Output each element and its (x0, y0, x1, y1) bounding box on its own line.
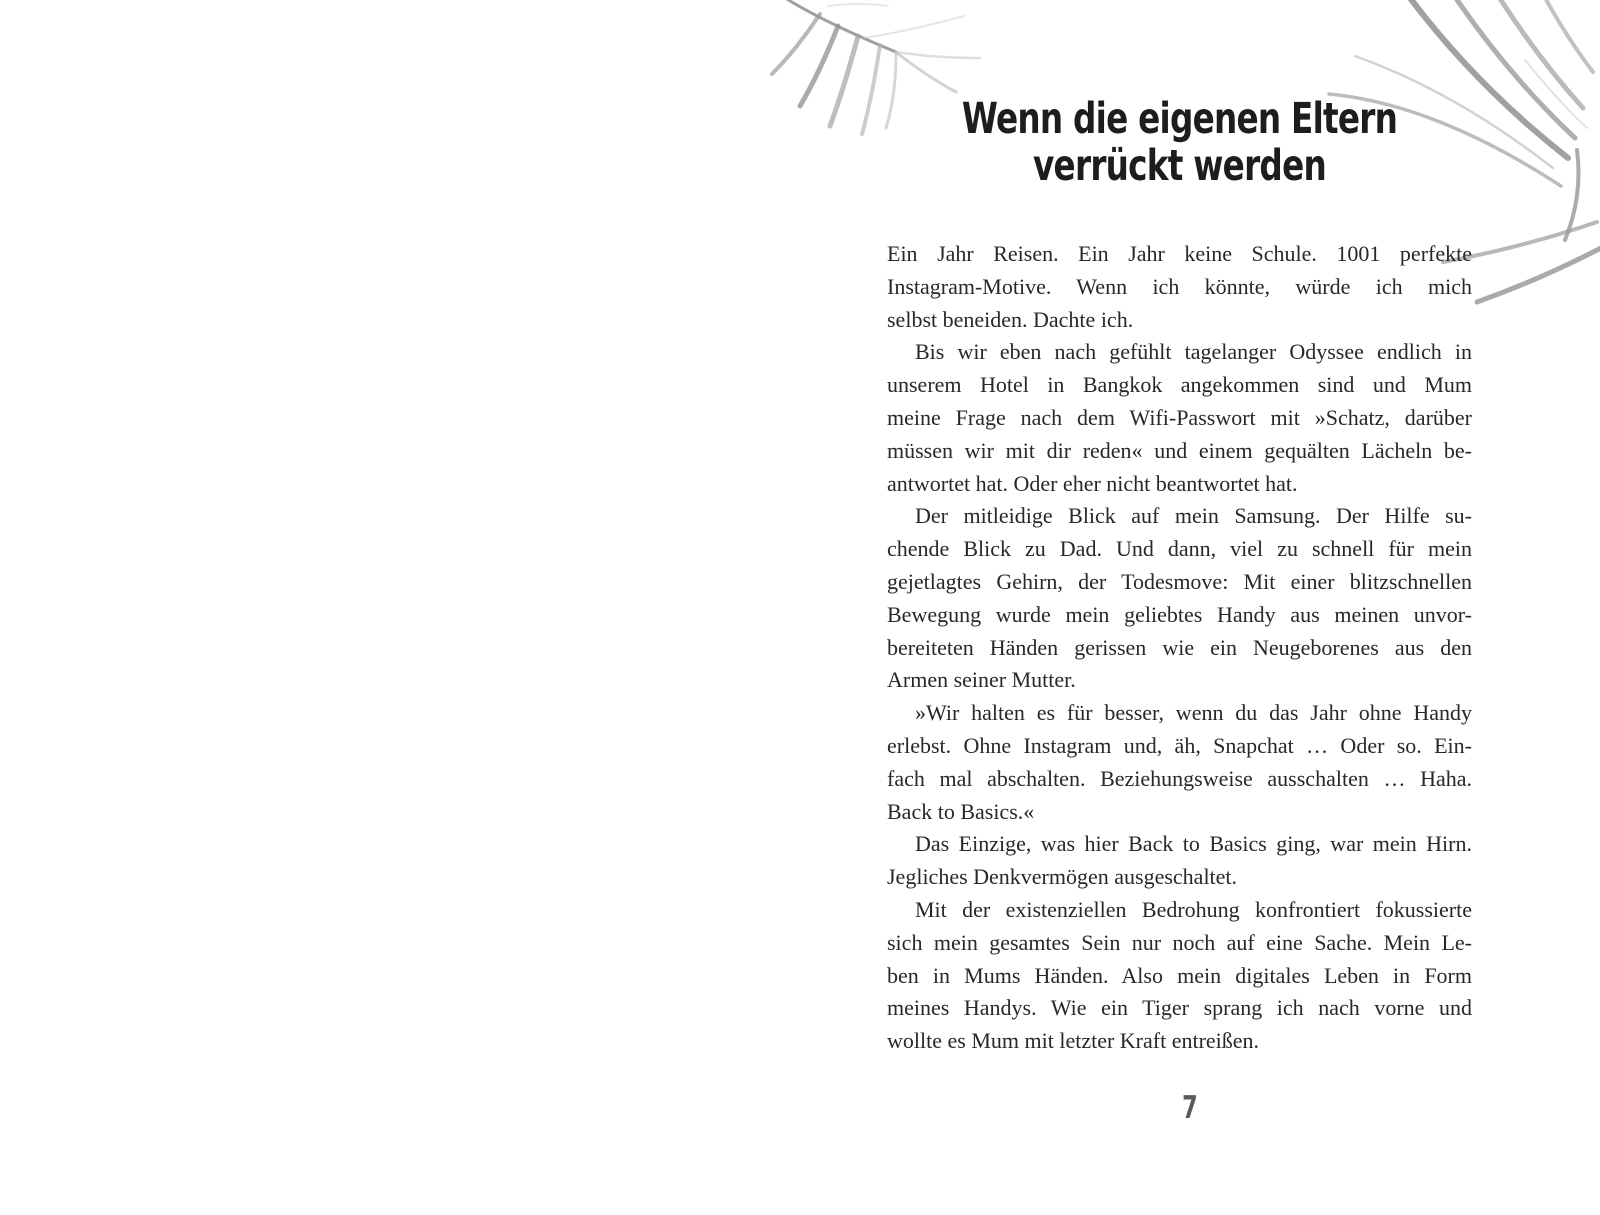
text-line: »Wir halten es für besser, wenn du das Jahr ohne Handy (915, 700, 1472, 726)
paragraph (887, 336, 1472, 500)
text-line: unserem Hotel in Bangkok angekommen sind und Mum (887, 372, 1472, 398)
body-text (887, 238, 1472, 1058)
paragraph (887, 828, 1472, 894)
text-line: meines Handys. Wie ein Tiger sprang ich nach vorne und (887, 995, 1472, 1021)
chapter-title-line-1: Wenn die eigenen Eltern (961, 94, 1398, 144)
text-line: Mit der existenziellen Bedrohung konfrontiert fokussierte (915, 896, 1472, 922)
text-line: fach mal abschalten. Beziehungsweise ausschalten … Haha. (887, 765, 1472, 791)
page-number-value: 7 (1181, 1090, 1198, 1126)
text-line: chende Blick zu Dad. Und dann, viel zu schnell für mein (887, 536, 1472, 562)
text-line: Bewegung wurde mein geliebtes Handy aus meinen unvor- (887, 601, 1472, 627)
text-line: ben in Mums Händen. Also mein digitales Leben in Form (887, 962, 1472, 988)
text-line: antwortet hat. Oder eher nicht beantwortet hat. (887, 470, 1298, 496)
text-line: Das Einzige, was hier Back to Basics ging, war mein Hirn. (915, 831, 1472, 857)
text-line: Instagram-Motive. Wenn ich könnte, würde ich mich (887, 273, 1472, 299)
paragraph (887, 894, 1472, 1058)
text-line: erlebst. Ohne Instagram und, äh, Snapchat … Oder so. Ein- (887, 732, 1472, 758)
text-line: bereiteten Händen gerissen wie ein Neugeborenes aus den (887, 634, 1472, 660)
text-line: müssen wir mit dir reden« und einem gequälten Lächeln be- (887, 437, 1472, 463)
text-line: wollte es Mum mit letzter Kraft entreißen. (887, 1028, 1260, 1054)
text-line: Back to Basics.« (887, 798, 1035, 824)
text-line: Jegliches Denkvermögen ausgeschaltet. (887, 864, 1238, 890)
paragraph (887, 697, 1472, 828)
text-line: sich mein gesamtes Sein nur noch auf eine Sache. Mein Le- (887, 929, 1472, 955)
paragraph (887, 500, 1472, 697)
text-line: Armen seiner Mutter. (887, 667, 1076, 693)
chapter-title-line-2: verrückt werden (1033, 141, 1326, 191)
chapter-title (887, 96, 1472, 190)
text-line: Ein Jahr Reisen. Ein Jahr keine Schule. 1001 perfekte (887, 241, 1472, 266)
paragraph (887, 238, 1472, 336)
text-line: meine Frage nach dem Wifi-Passwort mit »Schatz, darüber (887, 404, 1472, 430)
page-number (887, 1090, 1472, 1126)
text-line: Der mitleidige Blick auf mein Samsung. Der Hilfe su- (915, 503, 1472, 529)
text-line: selbst beneiden. Dachte ich. (887, 306, 1134, 332)
text-line: Bis wir eben nach gefühlt tagelanger Odyssee endlich in (915, 339, 1472, 365)
text-line: gejetlagtes Gehirn, der Todesmove: Mit einer blitzschnellen (887, 568, 1472, 594)
